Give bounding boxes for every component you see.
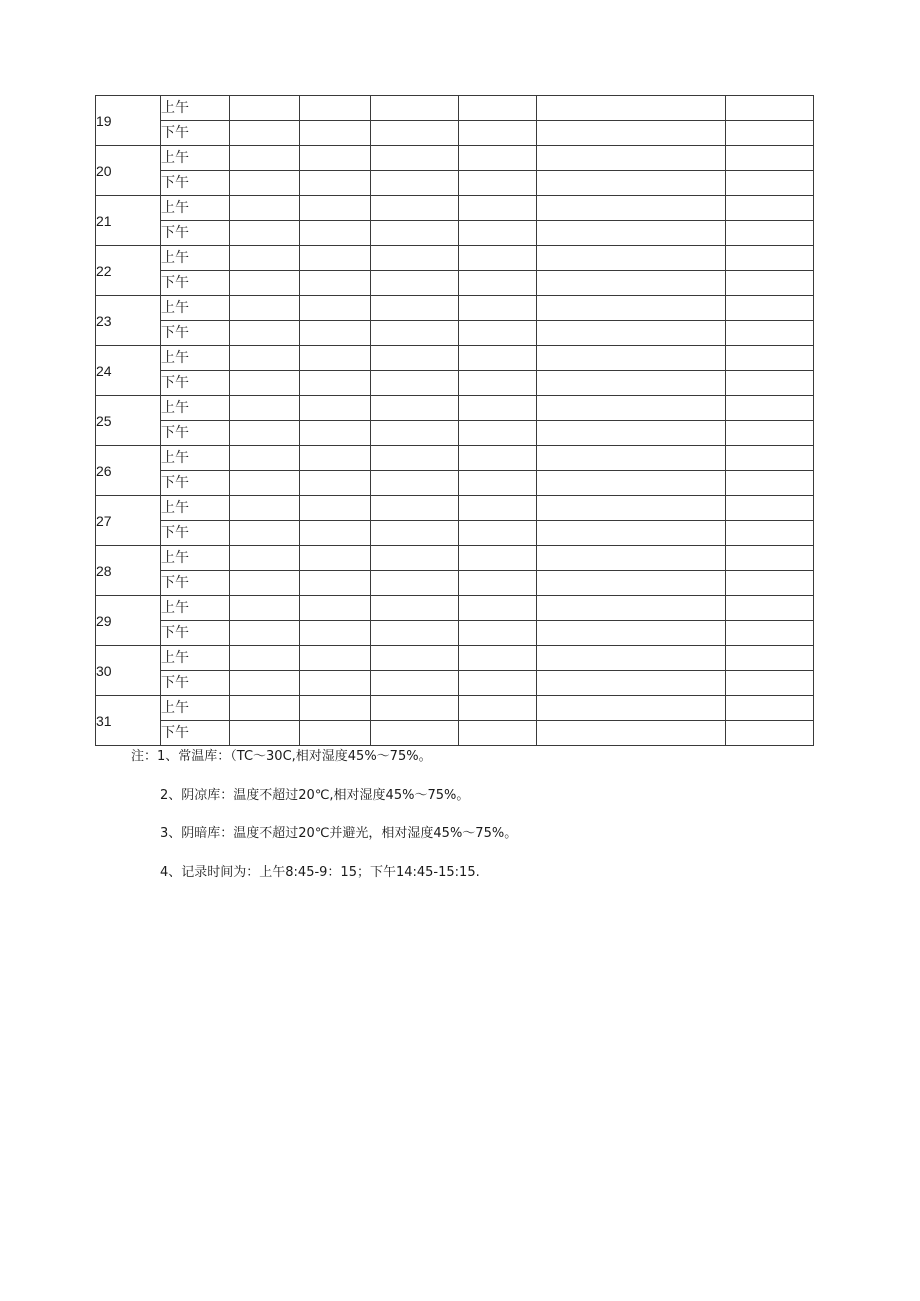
note-line-1: 注：1、常温库：（TC～30C,相对湿度45%～75%。 <box>131 749 432 764</box>
day-number-cell: 27 <box>96 496 161 546</box>
blank-entry-cell <box>230 146 300 171</box>
blank-entry-cell <box>459 621 537 646</box>
blank-entry-cell <box>371 346 459 371</box>
table-row <box>96 696 814 721</box>
blank-entry-cell <box>459 246 537 271</box>
blank-entry-cell <box>300 346 371 371</box>
day-number-cell: 25 <box>96 396 161 446</box>
blank-entry-cell <box>230 321 300 346</box>
blank-entry-cell <box>230 221 300 246</box>
blank-entry-cell <box>300 396 371 421</box>
blank-entry-cell <box>230 371 300 396</box>
day-number-cell: 29 <box>96 596 161 646</box>
table-row <box>96 671 814 696</box>
table-row <box>96 171 814 196</box>
blank-entry-cell <box>230 96 300 121</box>
blank-entry-cell <box>230 196 300 221</box>
blank-entry-cell <box>300 421 371 446</box>
period-pm-cell: 下午 <box>161 521 230 546</box>
blank-entry-cell <box>371 96 459 121</box>
blank-entry-cell <box>459 596 537 621</box>
blank-entry-cell <box>537 396 726 421</box>
day-number-cell: 24 <box>96 346 161 396</box>
blank-entry-cell <box>726 446 814 471</box>
period-am-cell: 上午 <box>161 596 230 621</box>
blank-entry-cell <box>726 96 814 121</box>
blank-entry-cell <box>230 646 300 671</box>
blank-entry-cell <box>230 171 300 196</box>
blank-entry-cell <box>230 596 300 621</box>
blank-entry-cell <box>230 471 300 496</box>
blank-entry-cell <box>537 571 726 596</box>
table-row <box>96 646 814 671</box>
table-row <box>96 621 814 646</box>
period-am-cell: 上午 <box>161 196 230 221</box>
period-pm-cell: 下午 <box>161 221 230 246</box>
blank-entry-cell <box>459 421 537 446</box>
table-row <box>96 421 814 446</box>
blank-entry-cell <box>537 171 726 196</box>
blank-entry-cell <box>300 721 371 746</box>
day-number-cell: 22 <box>96 246 161 296</box>
blank-entry-cell <box>726 371 814 396</box>
blank-entry-cell <box>726 721 814 746</box>
blank-entry-cell <box>371 446 459 471</box>
blank-entry-cell <box>300 696 371 721</box>
blank-entry-cell <box>300 246 371 271</box>
blank-entry-cell <box>537 646 726 671</box>
blank-entry-cell <box>300 96 371 121</box>
period-pm-cell: 下午 <box>161 121 230 146</box>
blank-entry-cell <box>300 321 371 346</box>
table-row <box>96 296 814 321</box>
blank-entry-cell <box>726 696 814 721</box>
blank-entry-cell <box>537 146 726 171</box>
period-pm-cell: 下午 <box>161 471 230 496</box>
period-pm-cell: 下午 <box>161 371 230 396</box>
blank-entry-cell <box>371 146 459 171</box>
blank-entry-cell <box>726 546 814 571</box>
blank-entry-cell <box>459 146 537 171</box>
blank-entry-cell <box>371 571 459 596</box>
blank-entry-cell <box>459 171 537 196</box>
blank-entry-cell <box>300 596 371 621</box>
blank-entry-cell <box>300 446 371 471</box>
blank-entry-cell <box>371 271 459 296</box>
blank-entry-cell <box>726 221 814 246</box>
period-pm-cell: 下午 <box>161 321 230 346</box>
blank-entry-cell <box>537 446 726 471</box>
table-row <box>96 371 814 396</box>
table-row <box>96 346 814 371</box>
blank-entry-cell <box>537 596 726 621</box>
blank-entry-cell <box>726 271 814 296</box>
blank-entry-cell <box>230 421 300 446</box>
blank-entry-cell <box>537 721 726 746</box>
blank-entry-cell <box>371 621 459 646</box>
blank-entry-cell <box>459 471 537 496</box>
table-row <box>96 546 814 571</box>
blank-entry-cell <box>537 621 726 646</box>
blank-entry-cell <box>230 496 300 521</box>
blank-entry-cell <box>726 196 814 221</box>
blank-entry-cell <box>726 146 814 171</box>
blank-entry-cell <box>371 196 459 221</box>
blank-entry-cell <box>300 671 371 696</box>
blank-entry-cell <box>300 571 371 596</box>
blank-entry-cell <box>371 671 459 696</box>
blank-entry-cell <box>300 296 371 321</box>
blank-entry-cell <box>537 321 726 346</box>
day-number-cell: 19 <box>96 96 161 146</box>
blank-entry-cell <box>459 396 537 421</box>
blank-entry-cell <box>537 221 726 246</box>
temperature-humidity-log-table <box>95 95 814 746</box>
blank-entry-cell <box>726 121 814 146</box>
period-pm-cell: 下午 <box>161 171 230 196</box>
note-line-2: 2、阴凉库：温度不超过20℃,相对湿度45%～75%。 <box>160 788 470 803</box>
blank-entry-cell <box>537 246 726 271</box>
blank-entry-cell <box>459 546 537 571</box>
blank-entry-cell <box>371 296 459 321</box>
blank-entry-cell <box>371 321 459 346</box>
blank-entry-cell <box>537 371 726 396</box>
day-number-cell: 23 <box>96 296 161 346</box>
table-row <box>96 521 814 546</box>
day-number-cell: 30 <box>96 646 161 696</box>
blank-entry-cell <box>726 521 814 546</box>
period-pm-cell: 下午 <box>161 621 230 646</box>
blank-entry-cell <box>726 596 814 621</box>
blank-entry-cell <box>459 496 537 521</box>
blank-entry-cell <box>726 246 814 271</box>
note-line-4: 4、记录时间为：上午8:45-9：15；下午14:45-15:15. <box>160 865 480 880</box>
table-row <box>96 121 814 146</box>
blank-entry-cell <box>371 646 459 671</box>
blank-entry-cell <box>300 196 371 221</box>
table-row <box>96 471 814 496</box>
period-am-cell: 上午 <box>161 396 230 421</box>
table-row <box>96 146 814 171</box>
blank-entry-cell <box>459 521 537 546</box>
blank-entry-cell <box>371 121 459 146</box>
blank-entry-cell <box>230 296 300 321</box>
period-am-cell: 上午 <box>161 246 230 271</box>
blank-entry-cell <box>371 546 459 571</box>
blank-entry-cell <box>371 221 459 246</box>
day-number-cell: 21 <box>96 196 161 246</box>
blank-entry-cell <box>230 721 300 746</box>
blank-entry-cell <box>371 471 459 496</box>
period-am-cell: 上午 <box>161 696 230 721</box>
table-row <box>96 496 814 521</box>
blank-entry-cell <box>537 296 726 321</box>
blank-entry-cell <box>537 271 726 296</box>
blank-entry-cell <box>230 621 300 646</box>
blank-entry-cell <box>726 396 814 421</box>
period-pm-cell: 下午 <box>161 671 230 696</box>
period-am-cell: 上午 <box>161 446 230 471</box>
blank-entry-cell <box>371 371 459 396</box>
period-am-cell: 上午 <box>161 346 230 371</box>
blank-entry-cell <box>726 471 814 496</box>
blank-entry-cell <box>230 671 300 696</box>
table-row <box>96 246 814 271</box>
period-am-cell: 上午 <box>161 146 230 171</box>
blank-entry-cell <box>300 146 371 171</box>
table-row <box>96 221 814 246</box>
blank-entry-cell <box>459 296 537 321</box>
blank-entry-cell <box>537 196 726 221</box>
blank-entry-cell <box>726 571 814 596</box>
blank-entry-cell <box>300 646 371 671</box>
log-table-body <box>96 96 814 746</box>
blank-entry-cell <box>537 671 726 696</box>
blank-entry-cell <box>459 371 537 396</box>
blank-entry-cell <box>459 721 537 746</box>
table-row <box>96 321 814 346</box>
blank-entry-cell <box>726 296 814 321</box>
note-line-3: 3、阴暗库：温度不超过20℃并避光，相对湿度45%～75%。 <box>160 826 518 841</box>
blank-entry-cell <box>459 346 537 371</box>
blank-entry-cell <box>459 646 537 671</box>
blank-entry-cell <box>371 171 459 196</box>
blank-entry-cell <box>726 321 814 346</box>
blank-entry-cell <box>726 496 814 521</box>
day-number-cell: 20 <box>96 146 161 196</box>
period-am-cell: 上午 <box>161 646 230 671</box>
blank-entry-cell <box>726 171 814 196</box>
blank-entry-cell <box>459 571 537 596</box>
blank-entry-cell <box>537 346 726 371</box>
table-row <box>96 721 814 746</box>
blank-entry-cell <box>726 646 814 671</box>
blank-entry-cell <box>300 496 371 521</box>
blank-entry-cell <box>230 346 300 371</box>
blank-entry-cell <box>459 96 537 121</box>
blank-entry-cell <box>537 421 726 446</box>
period-pm-cell: 下午 <box>161 571 230 596</box>
blank-entry-cell <box>459 196 537 221</box>
day-number-cell: 31 <box>96 696 161 746</box>
blank-entry-cell <box>537 521 726 546</box>
blank-entry-cell <box>230 546 300 571</box>
table-row <box>96 271 814 296</box>
table-row <box>96 196 814 221</box>
blank-entry-cell <box>726 671 814 696</box>
blank-entry-cell <box>371 246 459 271</box>
blank-entry-cell <box>537 496 726 521</box>
period-pm-cell: 下午 <box>161 721 230 746</box>
day-number-cell: 26 <box>96 446 161 496</box>
blank-entry-cell <box>537 696 726 721</box>
blank-entry-cell <box>371 521 459 546</box>
blank-entry-cell <box>459 696 537 721</box>
blank-entry-cell <box>726 621 814 646</box>
blank-entry-cell <box>459 671 537 696</box>
blank-entry-cell <box>537 121 726 146</box>
period-am-cell: 上午 <box>161 296 230 321</box>
blank-entry-cell <box>300 371 371 396</box>
blank-entry-cell <box>230 521 300 546</box>
blank-entry-cell <box>459 271 537 296</box>
blank-entry-cell <box>230 696 300 721</box>
blank-entry-cell <box>459 121 537 146</box>
blank-entry-cell <box>371 696 459 721</box>
period-pm-cell: 下午 <box>161 421 230 446</box>
blank-entry-cell <box>230 396 300 421</box>
blank-entry-cell <box>300 521 371 546</box>
blank-entry-cell <box>300 171 371 196</box>
blank-entry-cell <box>230 121 300 146</box>
blank-entry-cell <box>459 321 537 346</box>
blank-entry-cell <box>726 346 814 371</box>
blank-entry-cell <box>230 446 300 471</box>
blank-entry-cell <box>300 271 371 296</box>
period-pm-cell: 下午 <box>161 271 230 296</box>
blank-entry-cell <box>537 96 726 121</box>
blank-entry-cell <box>726 421 814 446</box>
blank-entry-cell <box>300 546 371 571</box>
blank-entry-cell <box>300 621 371 646</box>
day-number-cell: 28 <box>96 546 161 596</box>
blank-entry-cell <box>371 421 459 446</box>
table-row <box>96 396 814 421</box>
blank-entry-cell <box>230 271 300 296</box>
blank-entry-cell <box>300 221 371 246</box>
period-am-cell: 上午 <box>161 496 230 521</box>
blank-entry-cell <box>371 596 459 621</box>
blank-entry-cell <box>300 121 371 146</box>
blank-entry-cell <box>459 446 537 471</box>
blank-entry-cell <box>371 396 459 421</box>
blank-entry-cell <box>230 246 300 271</box>
blank-entry-cell <box>230 571 300 596</box>
blank-entry-cell <box>371 721 459 746</box>
blank-entry-cell <box>300 471 371 496</box>
table-row <box>96 446 814 471</box>
period-am-cell: 上午 <box>161 546 230 571</box>
blank-entry-cell <box>459 221 537 246</box>
period-am-cell: 上午 <box>161 96 230 121</box>
table-row <box>96 596 814 621</box>
blank-entry-cell <box>371 496 459 521</box>
table-row <box>96 96 814 121</box>
blank-entry-cell <box>537 546 726 571</box>
blank-entry-cell <box>537 471 726 496</box>
table-row <box>96 571 814 596</box>
